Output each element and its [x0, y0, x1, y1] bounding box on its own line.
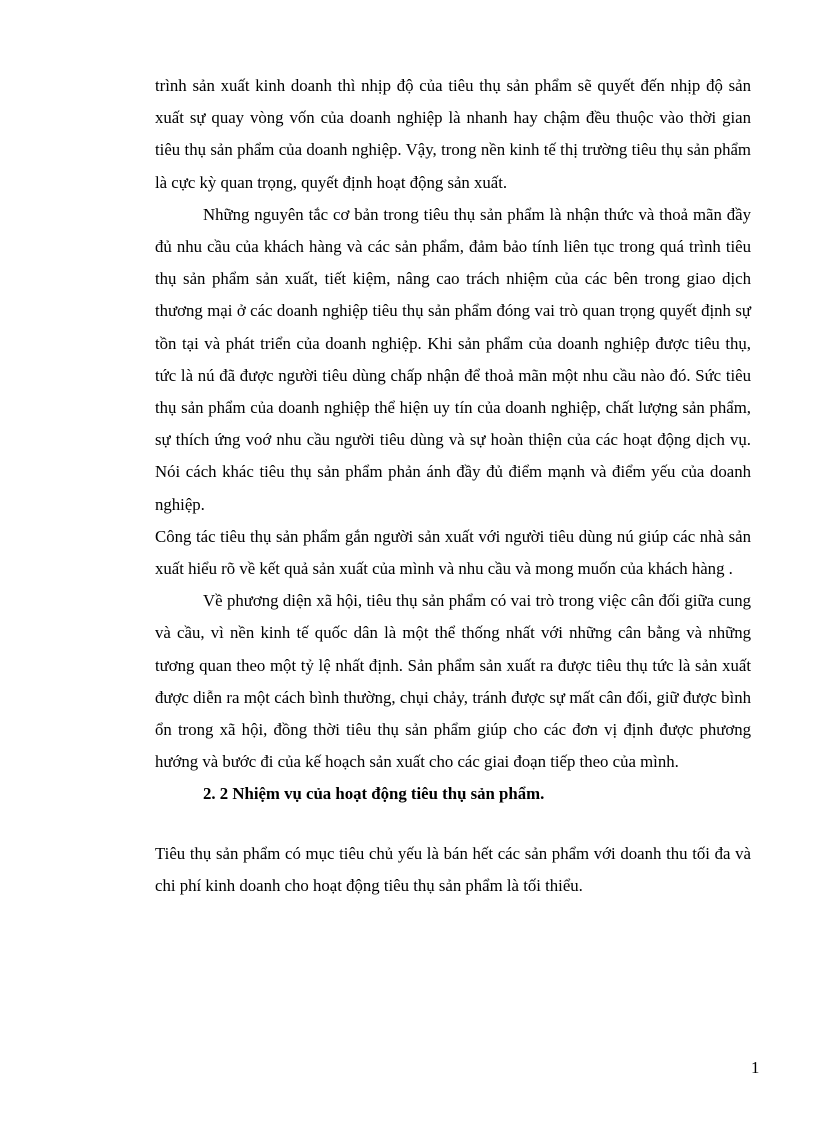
section-heading: 2. 2 Nhiệm vụ của hoạt động tiêu thụ sản phẩm. — [203, 784, 545, 804]
paragraph-connection: Công tác tiêu thụ sản phẩm gắn người sản xuất với người tiêu dùng nú giúp các nhà sản xuất hiểu rõ về kết quả sản xuất của mình và nhu cầu và mong muốn của khách hàng . — [155, 526, 751, 579]
page-number: 1 — [751, 1058, 760, 1077]
paragraph-objective: Tiêu thụ sản phẩm có mục tiêu chủ yếu là bán hết các sản phẩm với doanh thu tối đa và chi phí kinh doanh cho hoạt động tiêu thụ sản phẩm là tối thiểu. — [155, 843, 751, 895]
section-spacer — [155, 811, 751, 838]
paragraph-continuation: trình sản xuất kinh doanh thì nhịp độ của tiêu thụ sản phẩm sẽ quyết đến nhịp độ sản xuất sự quay vòng vốn của doanh nghiệp là nhanh hay chậm đều thuộc vào thời gian tiêu thụ sản phẩm của doanh nghiệp. Vậy, trong nền kinh tế thị trường tiêu thụ sản phẩm là cực kỳ quan trọng, quyết định hoạt động sản xuất. — [155, 76, 751, 192]
paragraph-social-aspect: Về phương diện xã hội, tiêu thụ sản phẩm có vai trò trong việc cân đối giữa cung và cầu, vì nền kinh tế quốc dân là một thể thống nhất với những cân bằng và những tương quan theo một tỷ lệ nhất định. Sản phẩm sản xuất ra được tiêu thụ tức là sản xuất được diễn ra một cách bình thường, chụi chảy, tránh được sự mất cân đối, giữ được bình ổn trong xã hội, đồng thời tiêu thụ sản phẩm giúp cho các đơn vị định được phương hướng và bước đi của kế hoạch sản xuất cho các giai đoạn tiếp theo của mình. — [155, 591, 751, 772]
paragraph-principles: Những nguyên tắc cơ bản trong tiêu thụ sản phẩm là nhận thức và thoả mãn đầy đủ nhu cầu của khách hàng và các sản phẩm, đảm bảo tính liên tục trong quá trình tiêu thụ sản phẩm sản xuất, tiết kiệm, nâng cao trách nhiệm của các bên trong giao dịch thương mại ở các doanh nghiệp tiêu thụ sản phẩm đóng vai trò quan trọng quyết định sự tồn tại và phát triển của doanh nghiệp. Khi sản phẩm của doanh nghiệp được tiêu thụ, tức là nú đã được người tiêu dùng chấp nhận để thoả mãn một nhu cầu nào đó. Sức tiêu thụ sản phẩm của doanh nghiệp thể hiện uy tín của doanh nghiệp, chất lượng sản phẩm, sự thích ứng voớ nhu cầu người tiêu dùng và sự hoàn thiện của các hoạt động dịch vụ. Nói cách khác tiêu thụ sản phẩm phản ánh đầy đủ điểm mạnh và điểm yếu của doanh nghiệp. — [155, 204, 751, 514]
document-page — [155, 70, 751, 902]
